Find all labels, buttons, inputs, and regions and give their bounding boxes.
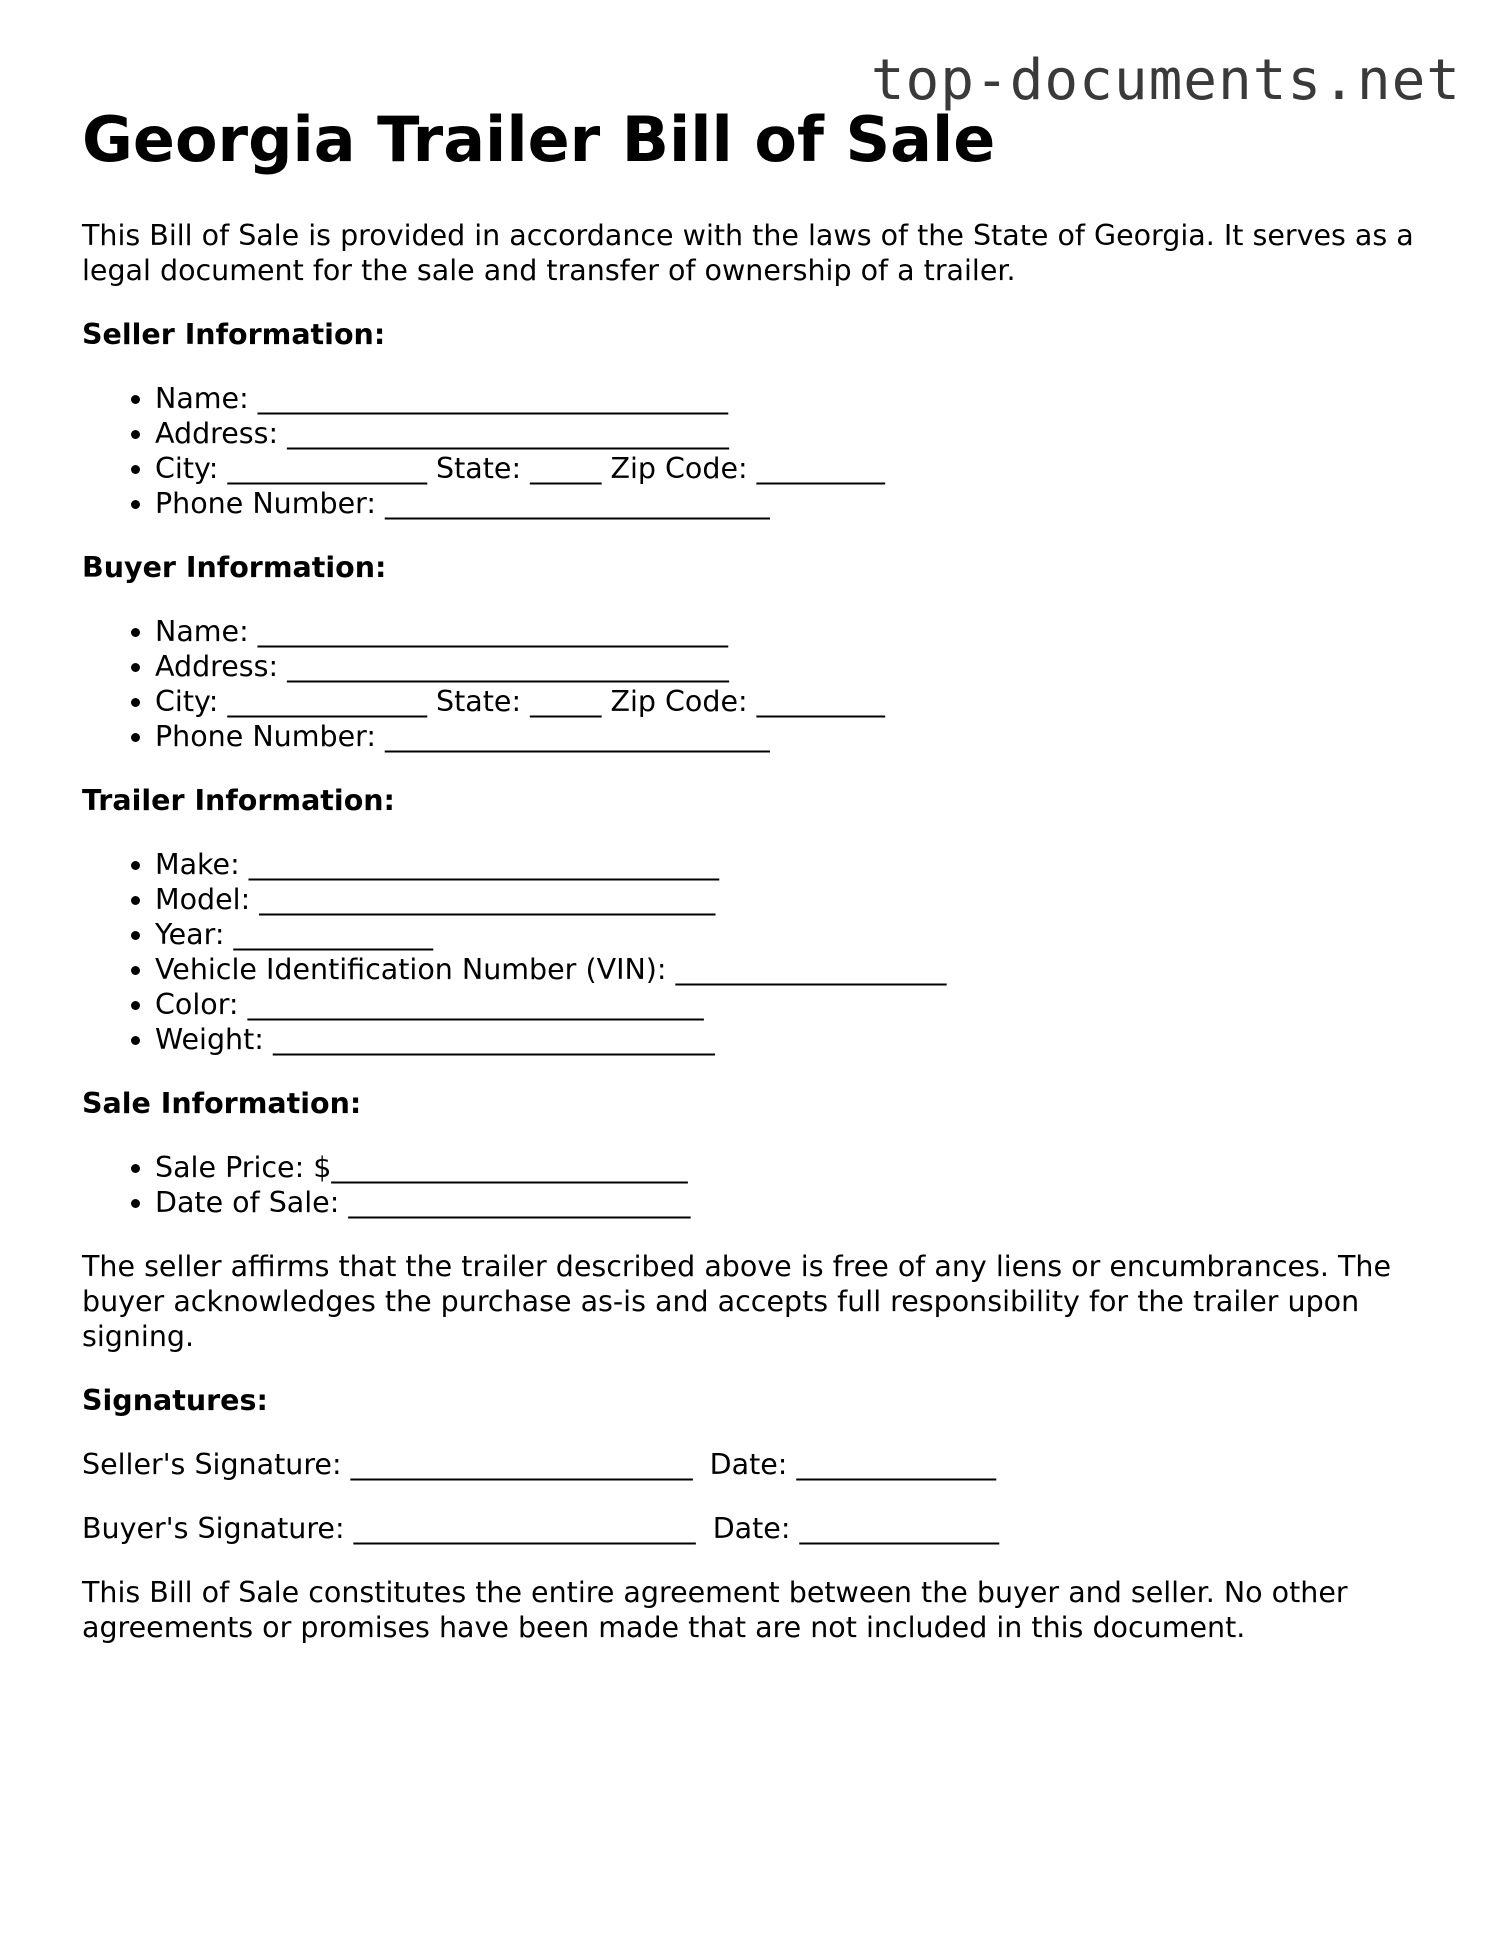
trailer-color-field: • Color: ________________________________	[155, 987, 1422, 1022]
buyer-signature-line	[82, 1511, 1422, 1546]
affirmation-paragraph: The seller affirms that the trailer described above is free of any liens or encumbrances. The buyer acknowledges the purchase as-is and accepts full responsibility for the trailer upon signing.	[82, 1250, 1391, 1353]
page-title: Georgia Trailer Bill of Sale	[82, 103, 996, 176]
trailer-section-heading: Trailer Information:	[82, 784, 395, 817]
buyer-phone-field: • Phone Number: ___________________________	[155, 719, 1422, 754]
seller-zip-field: Zip Code: _________	[610, 452, 885, 485]
buyer-zip-field: Zip Code: _________	[610, 685, 885, 718]
document	[82, 100, 1422, 1645]
seller-signature-line	[82, 1447, 1422, 1482]
seller-signature-field: Seller's Signature: ________________________	[82, 1448, 693, 1481]
seller-phone-field: • Phone Number: ___________________________	[155, 486, 1422, 521]
buyer-section-heading: Buyer Information:	[82, 551, 387, 584]
buyer-city-field: City: ______________	[155, 685, 427, 718]
sale-section-heading: Sale Information:	[82, 1087, 362, 1120]
seller-city-state-zip-field	[155, 451, 1422, 486]
trailer-vin-field: • Vehicle Identification Number (VIN): ___________________	[155, 952, 1422, 987]
sale-price-field: • Sale Price: $_________________________	[155, 1150, 1422, 1185]
seller-field-list	[82, 381, 1422, 521]
buyer-name-field: • Name: _________________________________	[155, 614, 1422, 649]
seller-signature-date-field: Date: ______________	[709, 1448, 996, 1481]
watermark: top-documents.net	[870, 48, 1461, 113]
trailer-weight-field: • Weight: _______________________________	[155, 1022, 1422, 1057]
sale-field-list	[82, 1150, 1422, 1220]
trailer-make-field: • Make: _________________________________	[155, 847, 1422, 882]
buyer-address-field: • Address: _______________________________	[155, 649, 1422, 684]
closing-paragraph: This Bill of Sale constitutes the entire agreement between the buyer and seller. No other agreements or promises have been made that are not included in this document.	[82, 1576, 1348, 1644]
seller-city-field: City: ______________	[155, 452, 427, 485]
signatures-heading: Signatures:	[82, 1384, 268, 1417]
seller-address-field: • Address: _______________________________	[155, 416, 1422, 451]
buyer-state-field: State: _____	[436, 685, 602, 718]
sale-date-field: • Date of Sale: ________________________	[155, 1185, 1422, 1220]
trailer-field-list	[82, 847, 1422, 1057]
intro-paragraph: This Bill of Sale is provided in accordance with the laws of the State of Georgia. It serves as a legal document for the sale and transfer of ownership of a trailer.	[82, 219, 1414, 287]
buyer-field-list	[82, 614, 1422, 754]
buyer-signature-date-field: Date: ______________	[712, 1512, 999, 1545]
seller-name-field: • Name: _________________________________	[155, 381, 1422, 416]
seller-state-field: State: _____	[436, 452, 602, 485]
trailer-model-field: • Model: ________________________________	[155, 882, 1422, 917]
buyer-signature-field: Buyer's Signature: ________________________	[82, 1512, 696, 1545]
buyer-city-state-zip-field	[155, 684, 1422, 719]
seller-section-heading: Seller Information:	[82, 318, 386, 351]
trailer-year-field: • Year: ______________	[155, 917, 1422, 952]
